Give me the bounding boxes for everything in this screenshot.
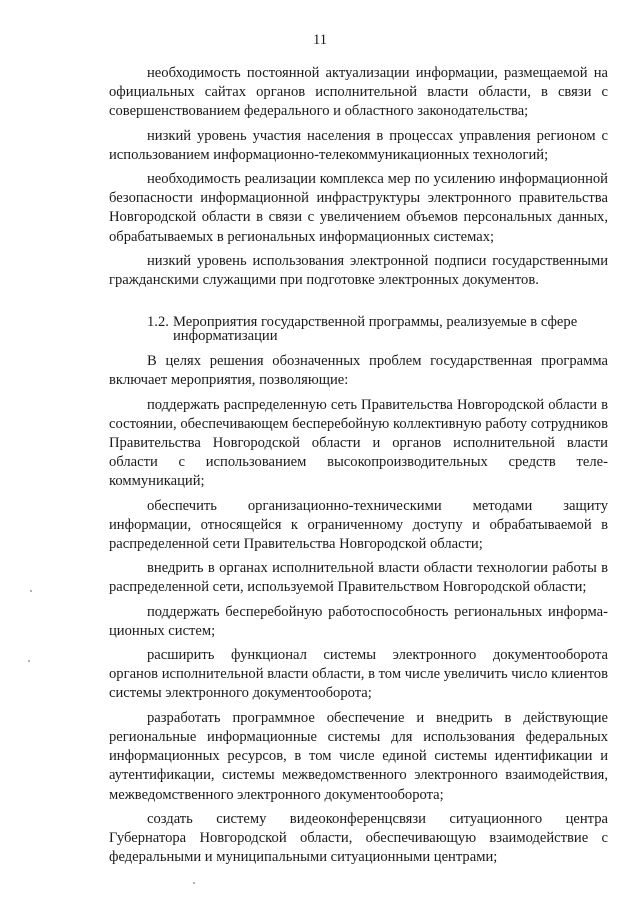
section-heading xyxy=(147,315,608,343)
paragraph: низкий уровень участия населения в процессах управления регионом с использованием информационно-телекоммуникационных технологий; xyxy=(109,127,608,163)
paragraph: необходимость реализации комплекса мер по усилению информационной безопасности информационной инфраструктуры электронного правительства Новгородской области в связи с увеличением объемов персональных данных, обрабатываемых в региональных информационных системах; xyxy=(109,171,608,245)
paragraph: расширить функционал системы электронного документооборота органов исполнительной власти области, в том числе увеличить число клиентов системы электронного документооборота; xyxy=(109,647,608,702)
scan-speck xyxy=(28,660,30,662)
paragraph: поддержать распределенную сеть Правительства Новгородской области в состоянии, обеспечивающем бесперебойную коллективную работу сотрудников Правительства Новгородской области и органов исполнительной власти области с использованием высокопроизводительных средств телекоммуникаций; xyxy=(109,396,608,490)
paragraph: внедрить в органах исполнительной власти области технологии работы в распределенной сети, используемой Правительством Новгородской области; xyxy=(109,560,608,596)
scan-speck xyxy=(30,590,32,592)
paragraph: низкий уровень использования электронной подписи государственными гражданскими служащими при подготовке электронных документов. xyxy=(109,252,608,289)
paragraph: создать систему видеоконференцсвязи ситуационного центра Губернатора Новгородской области, обеспечивающую взаимодействие с федеральными и муниципальными ситуационными центрами; xyxy=(109,810,608,866)
page-number: 11 xyxy=(313,32,327,48)
paragraph: необходимость постоянной актуализации информации, размещаемой на официальных сайтах органов исполнительной власти области, в связи с совершенствованием федерального и областного законодательства; xyxy=(109,65,608,120)
paragraph: В целях решения обозначенных проблем государственная программа включает мероприятия, позволяющие: xyxy=(109,353,608,389)
paragraph: поддержать бесперебойную работоспособность региональных информационных систем; xyxy=(109,603,608,639)
scan-speck xyxy=(193,882,195,884)
document-body xyxy=(109,64,608,872)
section-title-line1: Мероприятия государственной программы, реализуемые в сфере xyxy=(173,314,578,331)
section-number: 1.2. xyxy=(147,314,169,331)
section-title-line2: информатизации xyxy=(173,328,278,345)
paragraph: разработать программное обеспечение и внедрить в действующие региональные информационные системы для использования федеральных информационных ресурсов, в том числе единой системы идентификации и аутентификации, системы межведомственного электронного взаимодействия, межведомственного электронного документооборота; xyxy=(109,709,608,803)
paragraph: обеспечить организационно-техническими методами защиту информации, относящейся к ограниченному доступу и обрабатываемой в распределенной сети Правительства Новгородской области; xyxy=(109,497,608,553)
